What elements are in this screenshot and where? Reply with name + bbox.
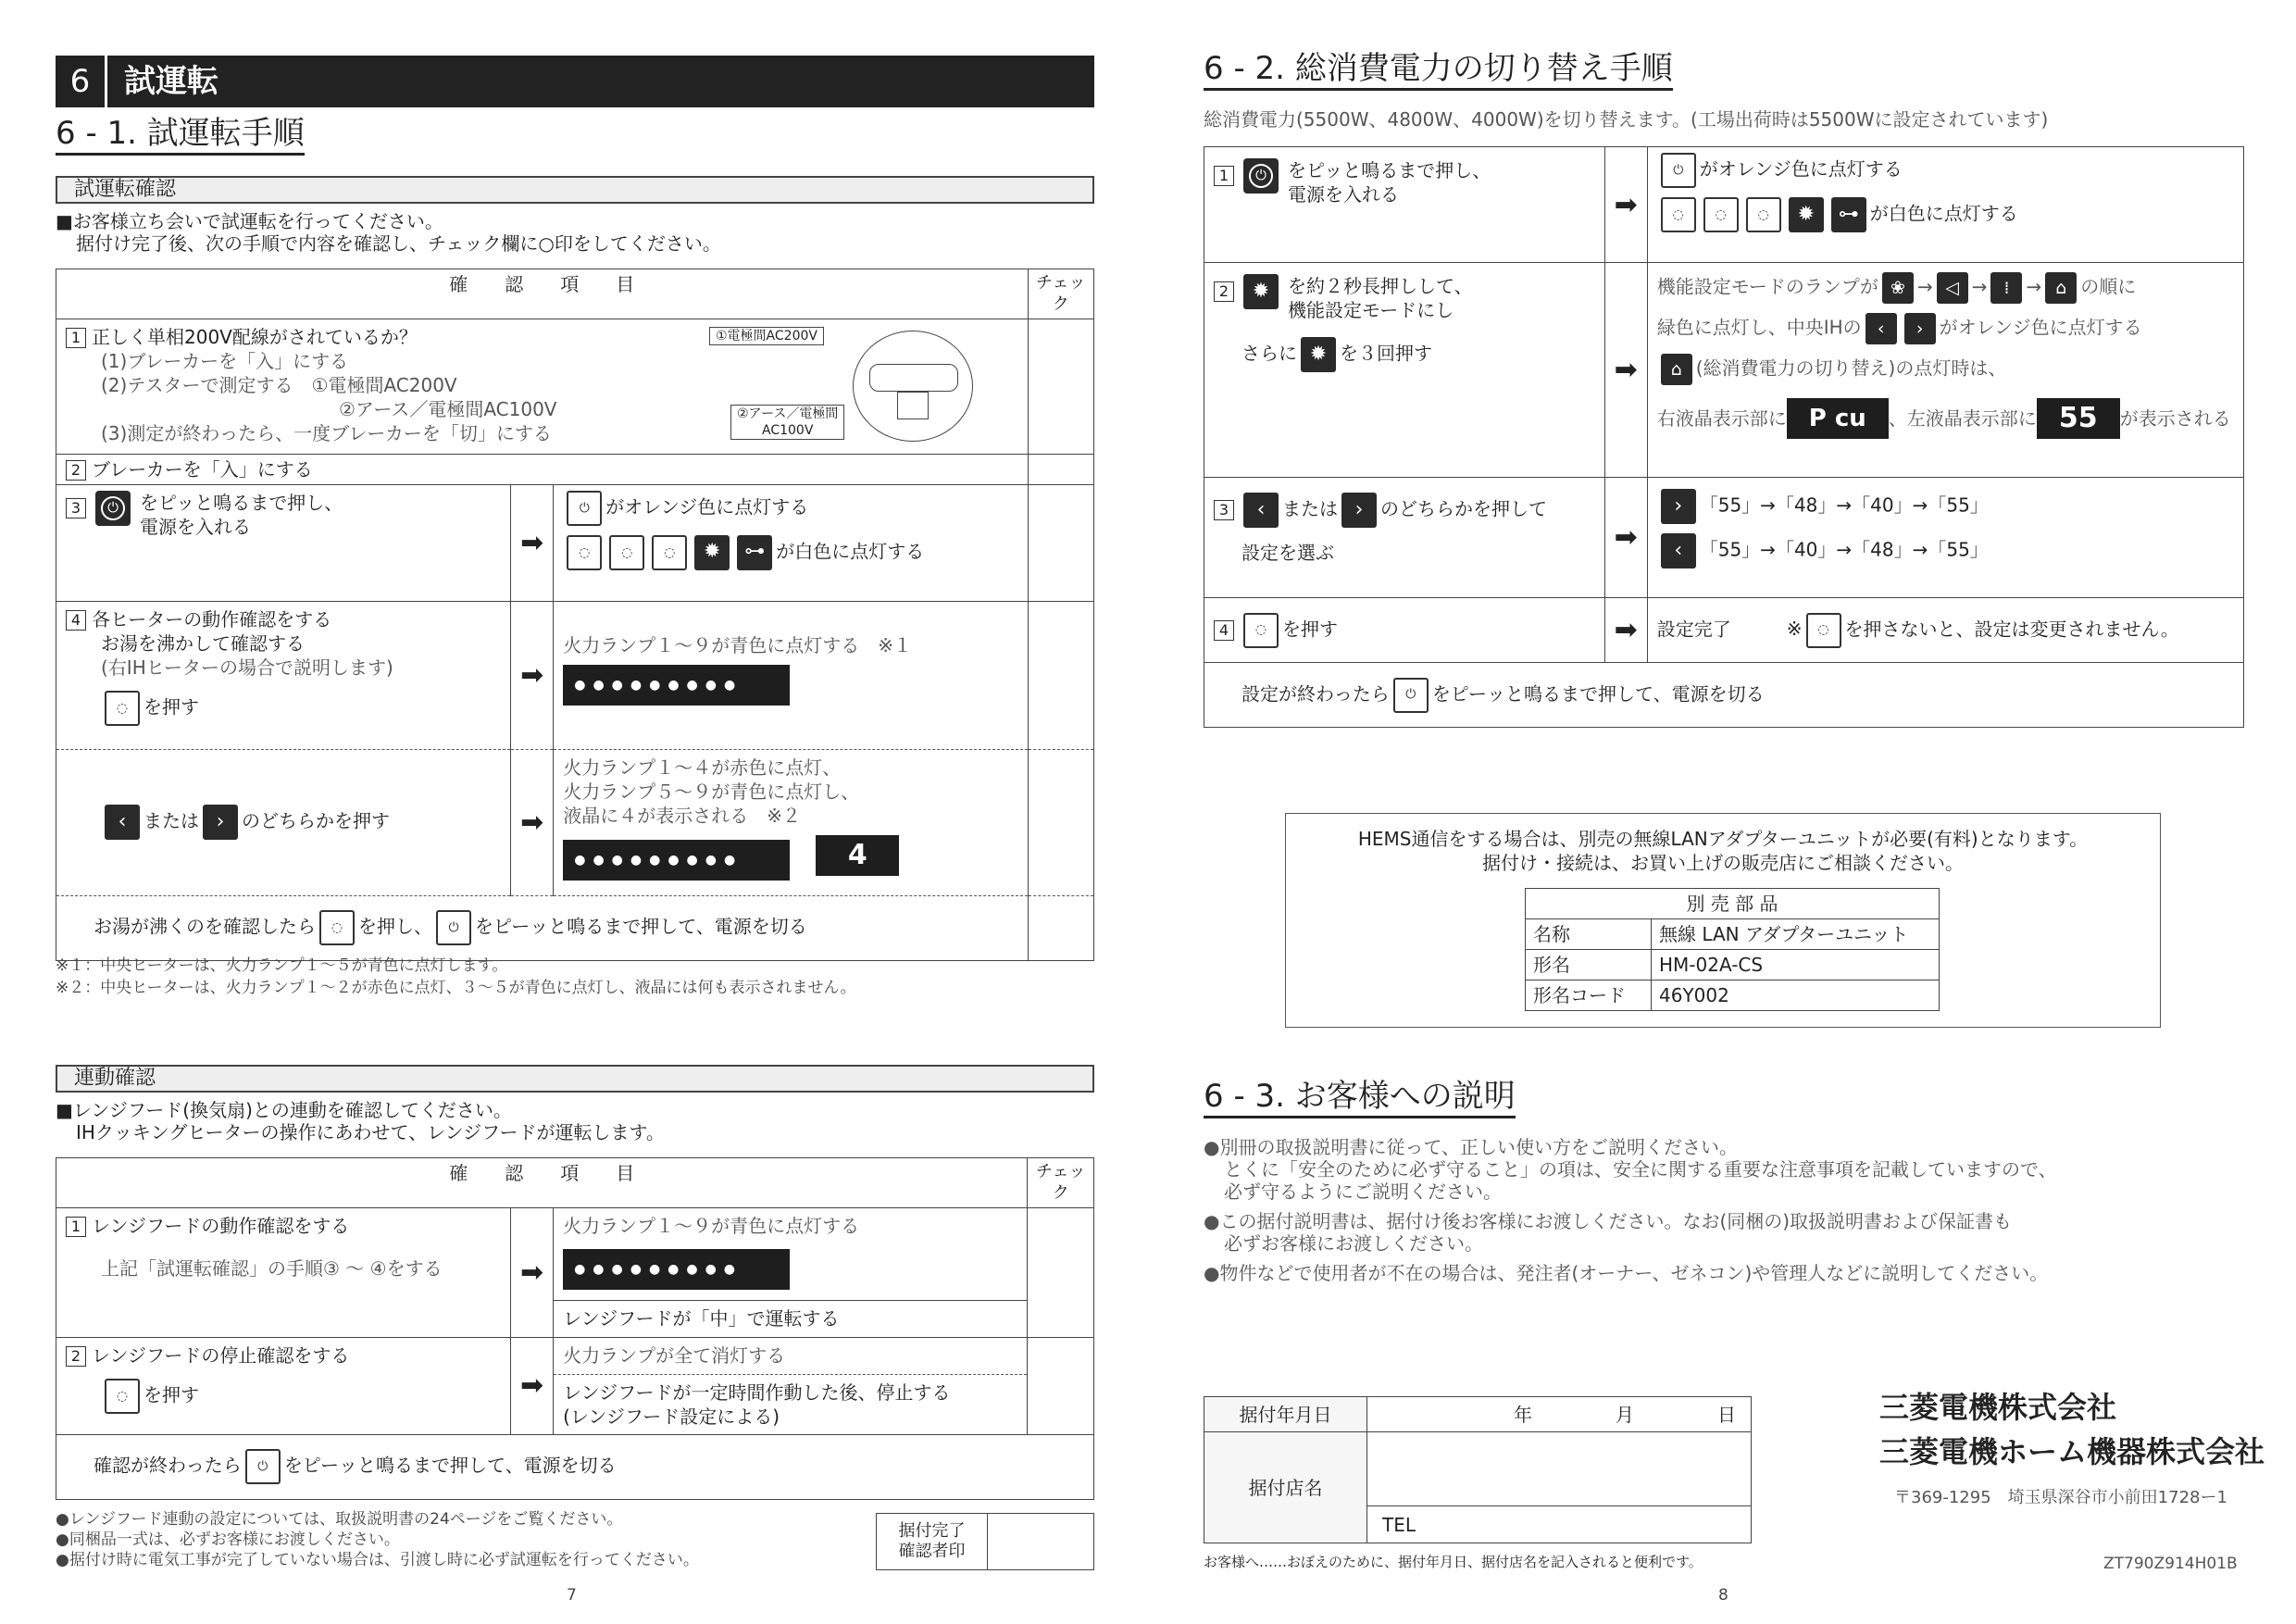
p3-a: または bbox=[1282, 497, 1338, 520]
fan-icon: ❀ bbox=[1882, 272, 1914, 304]
test-run-table bbox=[56, 269, 1094, 961]
ih-center-icon: ◌ bbox=[609, 535, 644, 570]
lcd-display: 4 bbox=[816, 835, 899, 876]
interlock-table bbox=[56, 1157, 1094, 1500]
company-1: 三菱電機株式会社 bbox=[1879, 1390, 2117, 1425]
row5-result bbox=[554, 749, 1028, 895]
power-icon: ⏻ bbox=[95, 491, 131, 526]
ih-left-icon: ◌ bbox=[1661, 197, 1696, 232]
customer-1b: とくに「安全のために必ず守ること」の項は、安全に関する重要な注意事項を記載していますので、 bbox=[1224, 1158, 2057, 1181]
p2-result: 機能設定モードのランプが ❀ → ◁ → ⁞ → ⌂ の順に 緑色に点灯し、中央IHの ‹ › がオレンジ色に点灯する ⌂ (総消費電力の切り替え)の点灯時は、 右液晶表示部に P cu 、左液晶表示部に 55 が表示される bbox=[1647, 263, 2243, 478]
chevron-left-icon: ‹ bbox=[1661, 533, 1696, 568]
p2-a: を約２秒長押しして、 bbox=[1288, 275, 1473, 297]
s3-b: をピーッと鳴るまで押して、電源を切る bbox=[283, 1454, 617, 1477]
power-icon: ⏻ bbox=[436, 910, 471, 945]
p2-c: さらに bbox=[1242, 342, 1297, 365]
p1-action: 1 ⏻ をピッと鳴るまで押し、 電源を入れる bbox=[1204, 147, 1605, 263]
arrow-icon: ➡ bbox=[510, 1207, 553, 1337]
th-items: 確 認 項 目 bbox=[56, 269, 1029, 319]
parts-header: 別 売 部 品 bbox=[1526, 889, 1940, 919]
ih-right-icon: ◌ bbox=[1746, 197, 1781, 232]
gear-icon: ✹ bbox=[694, 535, 730, 570]
p2-action: 2 ✹ を約２秒長押しして、 機能設定モードにし さらに ✹ を３回押す bbox=[1204, 263, 1605, 478]
lcd-left: 55 bbox=[2037, 398, 2120, 439]
s2-action: 2 レンジフードの停止確認をする ◌ を押す bbox=[56, 1337, 511, 1434]
s2-res2: レンジフードが一定時間作動した後、停止する bbox=[563, 1380, 951, 1404]
p2-r4b: 、左液晶表示部に bbox=[1888, 407, 2037, 430]
power-table bbox=[1204, 146, 2244, 728]
record-month: 月 bbox=[1616, 1403, 1634, 1426]
p4-r3: を押さないと、設定は変更されません。 bbox=[1844, 618, 2179, 640]
p4-result bbox=[1647, 598, 2243, 663]
chevron-left-icon: ‹ bbox=[1866, 313, 1897, 344]
label-ac100: AC100V bbox=[762, 422, 814, 438]
row-voltage: 1 正しく単相200V配線がされているか？ (1)ブレーカーを「入」にする (2)テスターで測定する ①電極間AC200V ②アース／電極間AC100V (3)測定が終わったら、一度ブレーカーを「切」にする ①電極間AC200V ②アース／電極間 AC100V bbox=[56, 319, 1029, 454]
row6-final bbox=[56, 895, 1029, 960]
ih-center-icon: ◌ bbox=[1703, 197, 1739, 232]
s1-result bbox=[554, 1207, 1028, 1300]
row4-res: 火力ランプ１～９が青色に点灯する ※１ bbox=[563, 633, 913, 656]
row1-step3: (3)測定が終わったら、一度ブレーカーを「切」にする bbox=[101, 421, 552, 444]
key-icon: ⊶ bbox=[1831, 197, 1866, 232]
chevron-right-icon: › bbox=[1904, 313, 1936, 344]
row3-b: 電源を入れる bbox=[140, 515, 251, 538]
record-note: お客様へ……おぼえのために、据付年月日、据付店名を記入されると便利です。 bbox=[1204, 1554, 1703, 1570]
chevron-right-icon: › bbox=[203, 805, 238, 840]
row4-title: 各ヒーターの動作確認をする bbox=[92, 607, 332, 631]
bullet-3: ●据付け時に電気工事が完了していない場合は、引渡し時に必ず試運転を行ってください。 bbox=[56, 1551, 699, 1569]
row1-step2: (2)テスターで測定する ①電極間AC200V bbox=[101, 373, 457, 396]
power-lamps: ●●●●●●●●● bbox=[563, 840, 790, 881]
hems-box bbox=[1285, 813, 2161, 1028]
p2-r2b: がオレンジ色に点灯する bbox=[1939, 316, 2142, 339]
stamp-box bbox=[876, 1513, 1094, 1570]
row4-result bbox=[554, 601, 1028, 749]
s1-sub: 上記「試運転確認」の手順③ ～ ④をする bbox=[101, 1256, 443, 1280]
lcd-right: P cu bbox=[1787, 398, 1889, 439]
p2-d: を３回押す bbox=[1340, 342, 1432, 365]
p1-a: をピッと鳴るまで押し、 bbox=[1288, 159, 1491, 181]
customer-3: ●物件などで使用者が不在の場合は、発注者(オーナー、ゼネコン)や管理人などに説明してください。 bbox=[1204, 1262, 2049, 1284]
row1-title: 正しく単相200V配線がされているか？ bbox=[92, 325, 418, 348]
arrow-icon: ➡ bbox=[1604, 598, 1647, 663]
row5-or: または bbox=[144, 809, 199, 832]
p2-r1b: の順に bbox=[2080, 275, 2137, 298]
install-record bbox=[1204, 1396, 1752, 1543]
power-desc: 総消費電力(5500W、4800W、4000W)を切り替えます。(工場出荷時は5500Wに設定されています) bbox=[1204, 108, 2049, 131]
customer-1: ●別冊の取扱説明書に従って、正しい使い方をご説明ください。 bbox=[1204, 1136, 1739, 1158]
p5-final bbox=[1204, 663, 2244, 728]
customer-2b: 必ずお客様にお渡しください。 bbox=[1224, 1232, 1483, 1255]
speaker-icon: ◁ bbox=[1937, 272, 1968, 304]
s1-res2: レンジフードが「中」で運転する bbox=[554, 1300, 1028, 1337]
p5-b: をピーッと鳴るまで押して、電源を切る bbox=[1431, 682, 1765, 705]
row4-l2: お湯を沸かして確認する bbox=[101, 631, 305, 655]
power-icon: ⏻ bbox=[1393, 678, 1429, 713]
record-tel: TEL bbox=[1367, 1506, 1752, 1543]
p1-c: がオレンジ色に点灯する bbox=[1699, 157, 1903, 181]
p1-result bbox=[1647, 147, 2243, 263]
hems-line-1: HEMS通信をする場合は、別売の無線LANアダプターユニットが必要(有料)となります。 bbox=[1357, 828, 2089, 850]
section-number: 6 bbox=[56, 56, 107, 107]
footnote-2: ※２：中央ヒーターは、火力ランプ１～２が赤色に点灯、３～５が青色に点灯し、液晶には何も表示されません。 bbox=[56, 979, 856, 997]
power-setting-icon: ⌂ bbox=[1661, 354, 1692, 385]
p3-action: 3 ‹ または › のどちらかを押して 設定を選ぶ bbox=[1204, 478, 1605, 598]
arrow-icon: ➡ bbox=[1604, 478, 1647, 598]
s2-result bbox=[554, 1374, 1028, 1434]
p3-r1: 「55」→「48」→「40」→「55」 bbox=[1699, 493, 1989, 517]
p4-a: を押す bbox=[1282, 618, 1338, 640]
heading-6-2: 6 - 2. 総消費電力の切り替え手順 bbox=[1204, 52, 1673, 91]
power-icon: ⏻ bbox=[1243, 158, 1279, 194]
p1-b: 電源を入れる bbox=[1288, 183, 1399, 206]
ih-right-icon: ◌ bbox=[105, 691, 140, 726]
chevron-left-icon: ‹ bbox=[105, 805, 140, 840]
row5-res1: 火力ランプ１～４が赤色に点灯、 bbox=[563, 756, 842, 779]
doc-code: ZT790Z914H01B bbox=[2103, 1555, 2238, 1573]
company-2: 三菱電機ホーム機器株式会社 bbox=[1879, 1434, 2265, 1469]
record-day: 日 bbox=[1717, 1403, 1736, 1426]
parts-value: 46Y002 bbox=[1652, 981, 1940, 1011]
heading-6-1: 6 - 1. 試運転手順 bbox=[56, 117, 305, 156]
row1-step1: (1)ブレーカーを「入」にする bbox=[101, 349, 349, 372]
s1-title: レンジフードの動作確認をする bbox=[92, 1214, 350, 1237]
stamp-label-2: 確認者印 bbox=[898, 1542, 966, 1561]
section-header bbox=[56, 56, 1094, 107]
s3-a: 確認が終わったら bbox=[94, 1454, 242, 1477]
chevron-right-icon: › bbox=[1341, 493, 1377, 528]
row6-b: を押し、 bbox=[358, 915, 432, 938]
bullet-1: ●レンジフード連動の設定については、取扱説明書の24ページをご覧ください。 bbox=[56, 1510, 623, 1529]
stamp-label-1: 据付完了 bbox=[898, 1521, 966, 1542]
footnote-1: ※１：中央ヒーターは、火力ランプ１～５が青色に点灯します。 bbox=[56, 956, 508, 975]
p5-a: 設定が終わったら bbox=[1242, 682, 1390, 705]
arrow-icon: ➡ bbox=[511, 484, 554, 601]
row6-c: をピーッと鳴るまで押して、電源を切る bbox=[475, 915, 807, 938]
ih-right-icon: ◌ bbox=[319, 910, 355, 945]
row2-text: ブレーカーを「入」にする bbox=[92, 457, 313, 481]
bar-test-check: 試運転確認 bbox=[56, 176, 1094, 204]
power-lamps: ●●●●●●●●● bbox=[563, 1249, 790, 1290]
gear-icon: ✹ bbox=[1301, 337, 1336, 372]
record-date-label: 据付年月日 bbox=[1204, 1397, 1367, 1432]
row5-action bbox=[56, 749, 511, 895]
p3-b: のどちらかを押して bbox=[1380, 497, 1547, 520]
intro-line-2: 据付け完了後、次の手順で内容を確認し、チェック欄に○印をしてください。 bbox=[76, 232, 721, 255]
parts-label: 名称 bbox=[1526, 919, 1652, 950]
dots-icon: ⁞ bbox=[1990, 272, 2022, 304]
page-number: 8 bbox=[1718, 1586, 1728, 1605]
company-address: 〒369-1295 埼玉県深谷市小前田1728ー1 bbox=[1894, 1488, 2227, 1507]
label-earth: ②アース／電極間 bbox=[737, 406, 839, 421]
parts-label: 形名コード bbox=[1526, 981, 1652, 1011]
customer-1c: 必ず守るようにご説明ください。 bbox=[1224, 1181, 1502, 1203]
customer-2: ●この据付説明書は、据付け後お客様にお渡しください。なお(同梱の)取扱説明書および保証書も bbox=[1204, 1210, 2013, 1232]
p3-c: 設定を選ぶ bbox=[1242, 542, 1334, 564]
s2-res3: (レンジフード設定による) bbox=[563, 1405, 780, 1428]
intro-line-1: ■お客様立ち会いで試運転を行ってください。 bbox=[56, 210, 443, 232]
ih-right-icon: ◌ bbox=[1806, 613, 1841, 648]
arrow-icon: ➡ bbox=[1604, 263, 1647, 478]
hems-line-2: 据付け・接続は、お買い上げの販売店にご相談ください。 bbox=[1482, 852, 1964, 874]
row4-l3: (右IHヒーターの場合で説明します) bbox=[101, 656, 393, 679]
th-check: チェック bbox=[1028, 269, 1094, 319]
power-icon: ⏻ bbox=[1661, 153, 1696, 188]
p1-d: が白色に点灯する bbox=[1869, 202, 2018, 225]
parts-label: 形名 bbox=[1526, 950, 1652, 981]
bullet-2: ●同梱品一式は、必ずお客様にお渡しください。 bbox=[56, 1530, 400, 1549]
row6-a: お湯が沸くのを確認したら bbox=[94, 915, 316, 938]
outlet-diagram bbox=[705, 325, 1038, 451]
s2-res1: 火力ランプが全て消灯する bbox=[554, 1337, 1028, 1374]
arrow-icon: ➡ bbox=[511, 601, 554, 749]
s2-title: レンジフードの停止確認をする bbox=[92, 1343, 350, 1367]
gear-icon: ✹ bbox=[1243, 274, 1279, 309]
row3-a: をピッと鳴るまで押し、 bbox=[140, 491, 343, 514]
row4-action: 4 各ヒーターの動作確認をする お湯を沸かして確認する (右IHヒーターの場合で説明します) ◌ を押す bbox=[56, 601, 511, 749]
label-ac200: ①電極間AC200V bbox=[709, 327, 824, 345]
section-title: 試運転 bbox=[124, 62, 218, 100]
s1-action: 1 レンジフードの動作確認をする 上記「試運転確認」の手順③ ～ ④をする bbox=[56, 1207, 511, 1337]
bar-interlock: 連動確認 bbox=[56, 1065, 1094, 1093]
row3-action: 3 ⏻ をピッと鳴るまで押し、 電源を入れる bbox=[56, 484, 511, 601]
page-number: 7 bbox=[567, 1586, 577, 1605]
row5-res2: 火力ランプ５～９が青色に点灯し、 bbox=[563, 780, 860, 803]
row5-either: のどちらかを押す bbox=[242, 809, 390, 832]
parts-value: HM-02A-CS bbox=[1652, 950, 1940, 981]
row1-step2b: ②アース／電極間AC100V bbox=[339, 397, 557, 420]
power-icon: ⏻ bbox=[567, 491, 602, 526]
th-items: 確 認 項 目 bbox=[56, 1158, 1028, 1208]
intro-line-3: ■レンジフード(換気扇)との連動を確認してください。 bbox=[56, 1099, 512, 1121]
row3-result bbox=[554, 484, 1028, 601]
p3-r2: 「55」→「40」→「48」→「55」 bbox=[1699, 538, 1989, 561]
th-check: チェック bbox=[1028, 1158, 1094, 1208]
p2-r2: 緑色に点灯し、中央IHの bbox=[1656, 316, 1862, 339]
row3-c: がオレンジ色に点灯する bbox=[605, 495, 809, 518]
intro-line-4: IHクッキングヒーターの操作にあわせて、レンジフードが運転します。 bbox=[76, 1121, 665, 1143]
record-shop-label: 据付店名 bbox=[1204, 1432, 1367, 1543]
p2-r3: (総消費電力の切り替え)の点灯時は、 bbox=[1695, 356, 2007, 380]
arrow-icon: ➡ bbox=[510, 1337, 553, 1434]
ih-right-icon: ◌ bbox=[1243, 613, 1279, 648]
gear-icon: ✹ bbox=[1789, 197, 1824, 232]
power-setting-icon: ⌂ bbox=[2045, 272, 2077, 304]
row3-d: が白色に点灯する bbox=[776, 540, 925, 563]
p4-r1: 設定完了 bbox=[1656, 618, 1731, 640]
record-year: 年 bbox=[1514, 1403, 1532, 1426]
ih-right-icon: ◌ bbox=[105, 1379, 140, 1414]
s2-push: を押す bbox=[144, 1383, 199, 1406]
arrow-icon: ➡ bbox=[1604, 147, 1647, 263]
power-lamps: ●●●●●●●●● bbox=[563, 665, 790, 706]
parts-table bbox=[1525, 888, 1940, 1011]
power-icon: ⏻ bbox=[245, 1449, 281, 1484]
p2-r1: 機能設定モードのランプが bbox=[1656, 275, 1878, 298]
parts-value: 無線 LAN アダプターユニット bbox=[1652, 919, 1940, 950]
row4-push: を押す bbox=[144, 695, 199, 718]
chevron-right-icon: › bbox=[1661, 489, 1696, 524]
p2-r4c: が表示される bbox=[2119, 407, 2231, 430]
chevron-left-icon: ‹ bbox=[1243, 493, 1279, 528]
key-icon: ⊶ bbox=[737, 535, 772, 570]
p4-r2: ※ bbox=[1786, 618, 1803, 640]
row5-res3: 液晶に４が表示される ※２ bbox=[563, 804, 802, 827]
s3-final bbox=[56, 1434, 1094, 1499]
s1-res1: 火力ランプ１～９が青色に点灯する bbox=[563, 1214, 860, 1237]
heading-6-3: 6 - 3. お客様への説明 bbox=[1204, 1080, 1516, 1118]
p4-action: 4 ◌ を押す bbox=[1204, 598, 1605, 663]
p2-r4: 右液晶表示部に bbox=[1656, 407, 1787, 430]
p3-result bbox=[1647, 478, 2243, 598]
ih-left-icon: ◌ bbox=[567, 535, 602, 570]
arrow-icon: ➡ bbox=[511, 749, 554, 895]
ih-right-icon: ◌ bbox=[652, 535, 687, 570]
p2-b: 機能設定モードにし bbox=[1288, 299, 1454, 321]
row-breaker: 2 ブレーカーを「入」にする bbox=[56, 454, 1029, 484]
